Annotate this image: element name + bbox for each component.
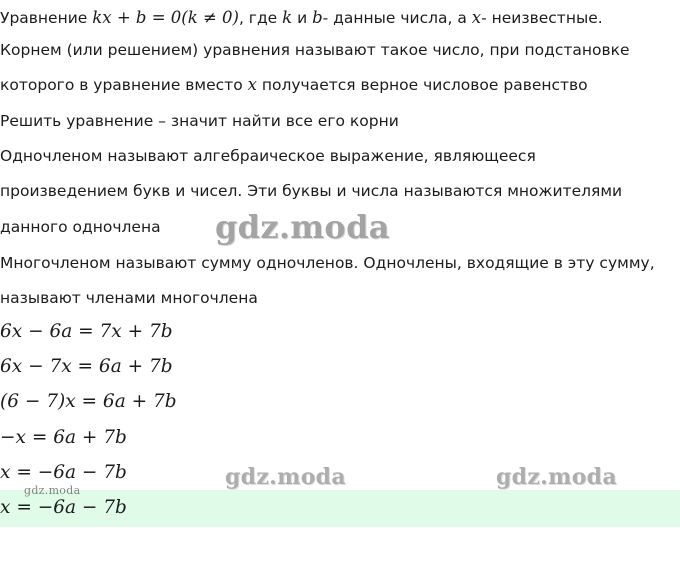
- theory-line-2: Корнем (или решением) уравнения называют такое число, при подстановке: [0, 41, 630, 59]
- theory-line-8: Многочленом называют сумму одночленов. Одночлены, входящие в эту сумму,: [0, 254, 655, 272]
- solution-step-1: 6x − 6a = 7x + 7b: [0, 321, 173, 342]
- linear-equation-formula: kx + b = 0(k ≠ 0): [92, 8, 239, 27]
- theory-line-6: произведением букв и чисел. Эти буквы и числа называются множителями: [0, 182, 623, 200]
- solution-step-5: x = −6a − 7b: [0, 462, 127, 483]
- theory-line-9: называют членами многочлена: [0, 289, 258, 307]
- solution-step-4: −x = 6a + 7b: [0, 427, 127, 448]
- theory-line-3: которого в уравнение вместо x получается верное числовое равенство: [0, 75, 588, 94]
- watermark-center: gdz.moda: [225, 464, 346, 490]
- answer-formula: x = −6a − 7b: [0, 497, 127, 518]
- theory-line-4: Решить уравнение – значит найти все его корни: [0, 112, 399, 130]
- theory-line-7: данного одночлена: [0, 218, 161, 236]
- watermark-small: gdz.moda: [24, 484, 81, 497]
- theory-line-1: Уравнение kx + b = 0(k ≠ 0), где k и b- данные числа, а x- неизвестные.: [0, 8, 603, 27]
- solution-step-2: 6x − 7x = 6a + 7b: [0, 356, 173, 377]
- solution-step-3: (6 − 7)x = 6a + 7b: [0, 391, 177, 412]
- watermark-right: gdz.moda: [496, 464, 617, 490]
- watermark-main: gdz.moda: [215, 208, 390, 246]
- theory-line-5: Одночленом называют алгебраическое выражение, являющееся: [0, 147, 536, 165]
